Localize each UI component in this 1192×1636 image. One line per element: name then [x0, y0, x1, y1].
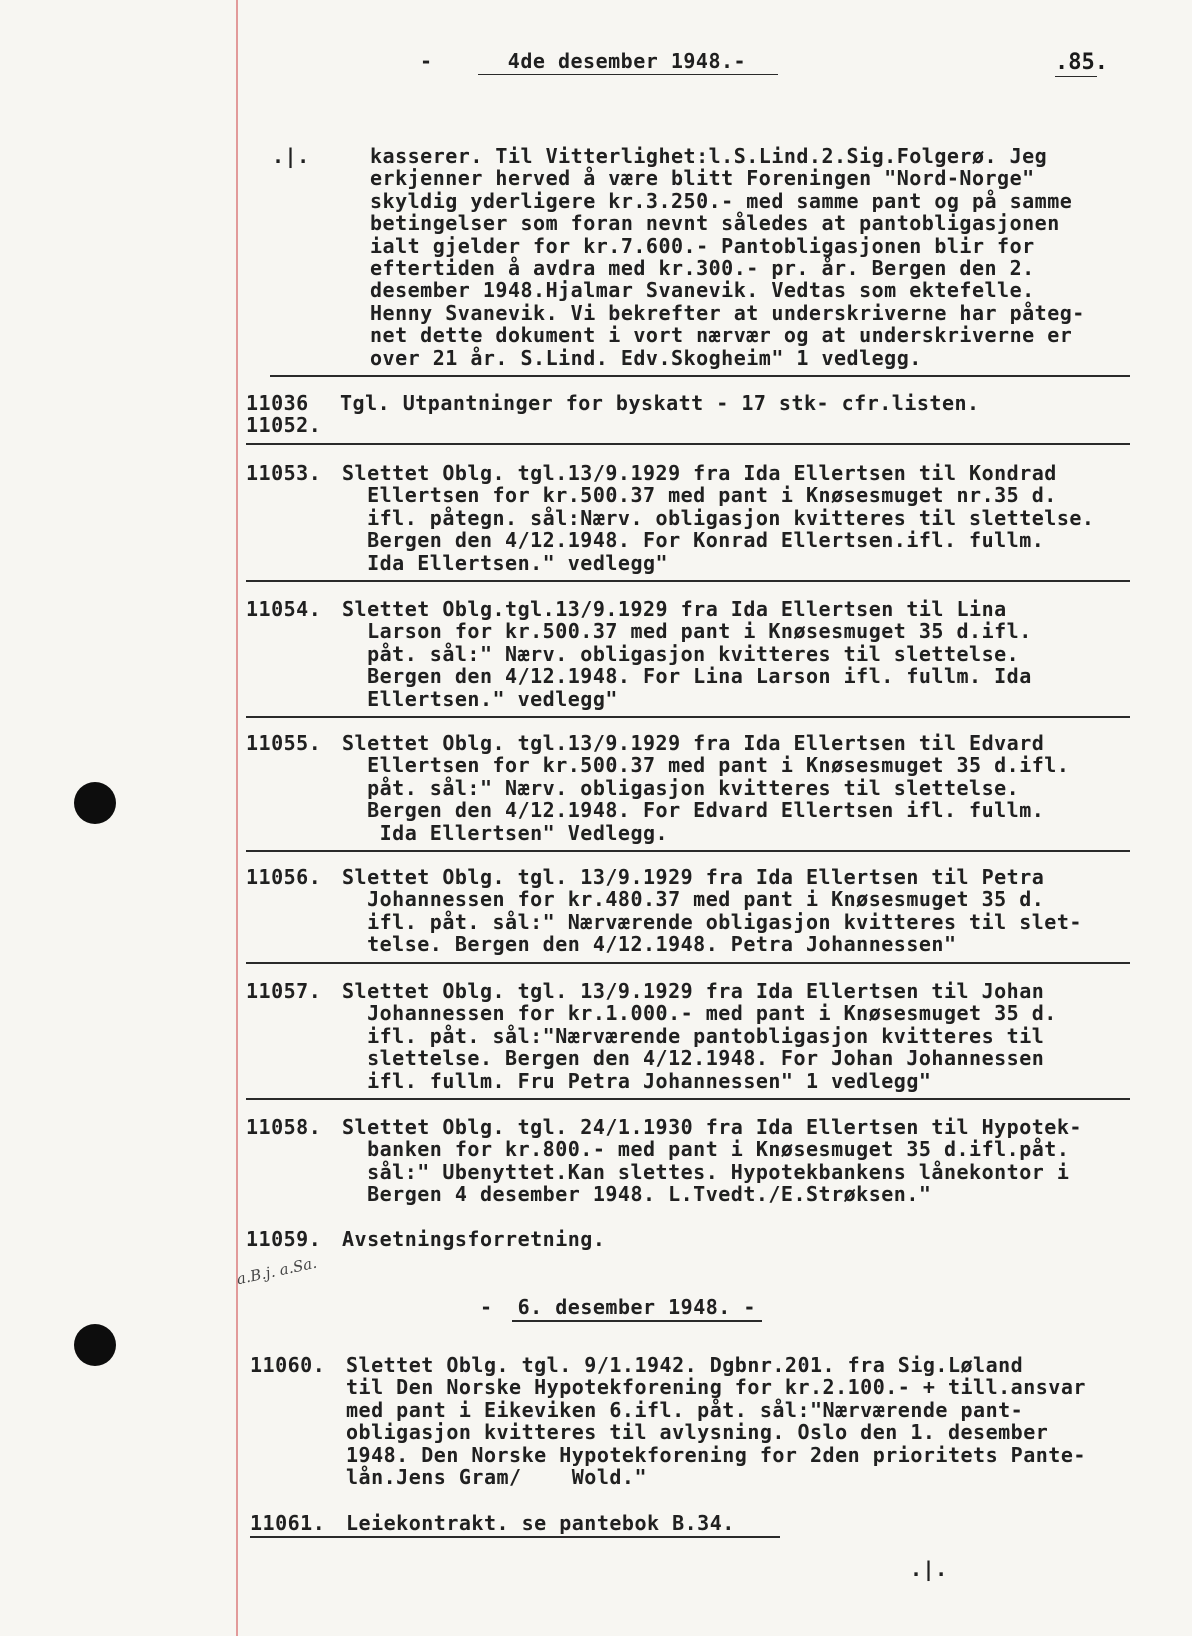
footer-mark: .|.	[910, 1557, 948, 1581]
entry-line: Ellertsen for kr.500.37 med pant i Knøsesmuget 35 d.ifl.	[342, 753, 1070, 778]
intro-line: ialt gjelder for kr.7.600.- Pantobligasjonen blir for	[370, 233, 1035, 258]
entry-number: 11052.	[246, 413, 322, 438]
entry-line: Johannessen for kr.480.37 med pant i Knøsesmuget 35 d.	[342, 887, 1045, 912]
entry-line: Ellertsen for kr.500.37 med pant i Knøsesmuget nr.35 d.	[342, 483, 1057, 508]
entry-line: Bergen den 4/12.1948. For Konrad Ellertsen.ifl. fullm.	[342, 528, 1045, 553]
entry-number: 11057.	[246, 979, 322, 1003]
page-number: .85.	[1055, 50, 1108, 75]
punch-hole	[74, 1324, 116, 1366]
entry-line: Ida Ellertsen." vedlegg"	[342, 550, 669, 575]
entry-line: obligasjon kvitteres til avlysning. Oslo den 1. desember	[346, 1420, 1049, 1445]
separator-rule	[246, 850, 1130, 852]
entry-number: 11056.	[246, 865, 322, 889]
entry-line: med pant i Eikeviken 6.ifl. påt. sål:"Nærværende pant-	[346, 1397, 1024, 1422]
entry-line: slettelse. Bergen den 4/12.1948. For Johan Johannessen	[342, 1046, 1045, 1071]
date-heading-underline	[512, 1320, 762, 1322]
intro-line: skyldig yderligere kr.3.250.- med samme pant og på samme	[370, 188, 1073, 213]
separator-rule	[270, 375, 1130, 377]
intro-line: net dette dokument i vort nærvær og at underskriverne er	[370, 323, 1073, 348]
punch-hole	[74, 782, 116, 824]
entry-line: Bergen 4 desember 1948. L.Tvedt./E.Strøksen."	[342, 1182, 932, 1207]
entry-line: lån.Jens Gram/ Wold."	[346, 1465, 647, 1489]
entry-line: Slettet Oblg. tgl. 13/9.1929 fra Ida Ellertsen til Johan	[342, 979, 1045, 1003]
page-header-date: - 4de desember 1948.-	[420, 49, 747, 73]
margin-rule	[236, 0, 238, 1636]
entry-number: 11036	[246, 391, 309, 415]
intro-line: betingelser som foran nevnt således at pantobligasjonen	[370, 211, 1060, 236]
intro-line: eftertiden å avdra med kr.300.- pr. år. Bergen den 2.	[370, 256, 1035, 280]
entry-number: 11060.	[250, 1353, 326, 1377]
separator-rule	[246, 962, 1130, 964]
separator-rule	[246, 443, 1130, 445]
entry-line: påt. sål:" Nærv. obligasjon kvitteres til slettelse.	[342, 775, 1020, 800]
entry-number: 11055.	[246, 731, 322, 755]
entry-line: Slettet Oblg. tgl.13/9.1929 fra Ida Ellertsen til Kondrad	[342, 461, 1057, 485]
entry-line: påt. sål:" Nærv. obligasjon kvitteres til slettelse.	[342, 641, 1020, 666]
entry-number: 11053.	[246, 461, 322, 485]
entry-line: til Den Norske Hypotekforening for kr.2.100.- + till.ansvar	[346, 1375, 1086, 1400]
intro-line: kasserer. Til Vitterlighet:l.S.Lind.2.Sig.Folgerø. Jeg	[370, 144, 1048, 168]
entry-number: 11058.	[246, 1115, 322, 1139]
entry-number: 11061.	[250, 1511, 326, 1535]
entry-line: ifl. påt. sål:"Nærværende pantobligasjon kvitteres til	[342, 1023, 1045, 1048]
entry-line: Ellertsen." vedlegg"	[342, 686, 618, 711]
intro-line: over 21 år. S.Lind. Edv.Skogheim" 1 vedlegg.	[370, 345, 922, 370]
section-date-heading: - 6. desember 1948. -	[480, 1295, 756, 1319]
entry-line: Tgl. Utpantninger for byskatt - 17 stk- cfr.listen.	[340, 391, 980, 415]
entry-line: Bergen den 4/12.1948. For Lina Larson ifl. fullm. Ida	[342, 664, 1032, 689]
entry-line: Slettet Oblg. tgl. 9/1.1942. Dgbnr.201. fra Sig.Løland	[346, 1353, 1024, 1377]
margin-handwritten-note: a.B.j. a.Sa.	[235, 1253, 319, 1289]
entry-line: banken for kr.800.- med pant i Knøsesmuget 35 d.ifl.påt.	[342, 1137, 1070, 1162]
entry-line: Slettet Oblg.tgl.13/9.1929 fra Ida Ellertsen til Lina	[342, 597, 1007, 621]
intro-line: Henny Svanevik. Vi bekrefter at underskriverne har påteg-	[370, 300, 1085, 325]
entry-number: 11059.	[246, 1227, 322, 1251]
entry-line: telse. Bergen den 4/12.1948. Petra Johannessen"	[342, 932, 957, 957]
margin-marker: .|.	[272, 144, 310, 168]
entry-line: Ida Ellertsen" Vedlegg.	[342, 820, 669, 845]
entry-line: Larson for kr.500.37 med pant i Knøsesmuget 35 d.ifl.	[342, 619, 1032, 644]
entry-line: Bergen den 4/12.1948. For Edvard Ellertsen ifl. fullm.	[342, 798, 1045, 823]
entry-line: Avsetningsforretning.	[342, 1227, 606, 1251]
entry-line: 1948. Den Norske Hypotekforening for 2den prioritets Pante-	[346, 1442, 1086, 1467]
entry-line: Slettet Oblg. tgl.13/9.1929 fra Ida Ellertsen til Edvard	[342, 731, 1045, 755]
entry-line: Johannessen for kr.1.000.- med pant i Knøsesmuget 35 d.	[342, 1001, 1057, 1026]
entry-line: Slettet Oblg. tgl. 13/9.1929 fra Ida Ellertsen til Petra	[342, 865, 1045, 889]
intro-line: desember 1948.Hjalmar Svanevik. Vedtas som ektefelle.	[370, 278, 1035, 303]
separator-rule	[246, 580, 1130, 582]
separator-rule	[250, 1536, 780, 1538]
intro-line: erkjenner herved å være blitt Foreningen "Nord-Norge"	[370, 166, 1035, 191]
entry-number: 11054.	[246, 597, 322, 621]
entry-line: ifl. påt. sål:" Nærværende obligasjon kvitteres til slet-	[342, 909, 1082, 934]
header-underline	[478, 74, 778, 75]
entry-line: sål:" Ubenyttet.Kan slettes. Hypotekbankens lånekontor i	[342, 1159, 1070, 1184]
entry-line: Slettet Oblg. tgl. 24/1.1930 fra Ida Ellertsen til Hypotek-	[342, 1115, 1082, 1139]
separator-rule	[246, 716, 1130, 718]
entry-line: ifl. påtegn. sål:Nærv. obligasjon kvitteres til slettelse.	[342, 505, 1095, 530]
entry-line: Leiekontrakt. se pantebok B.34.	[346, 1511, 735, 1535]
separator-rule	[246, 1098, 1130, 1100]
page-number-underline	[1055, 76, 1097, 77]
entry-line: ifl. fullm. Fru Petra Johannessen" 1 vedlegg"	[342, 1068, 932, 1093]
